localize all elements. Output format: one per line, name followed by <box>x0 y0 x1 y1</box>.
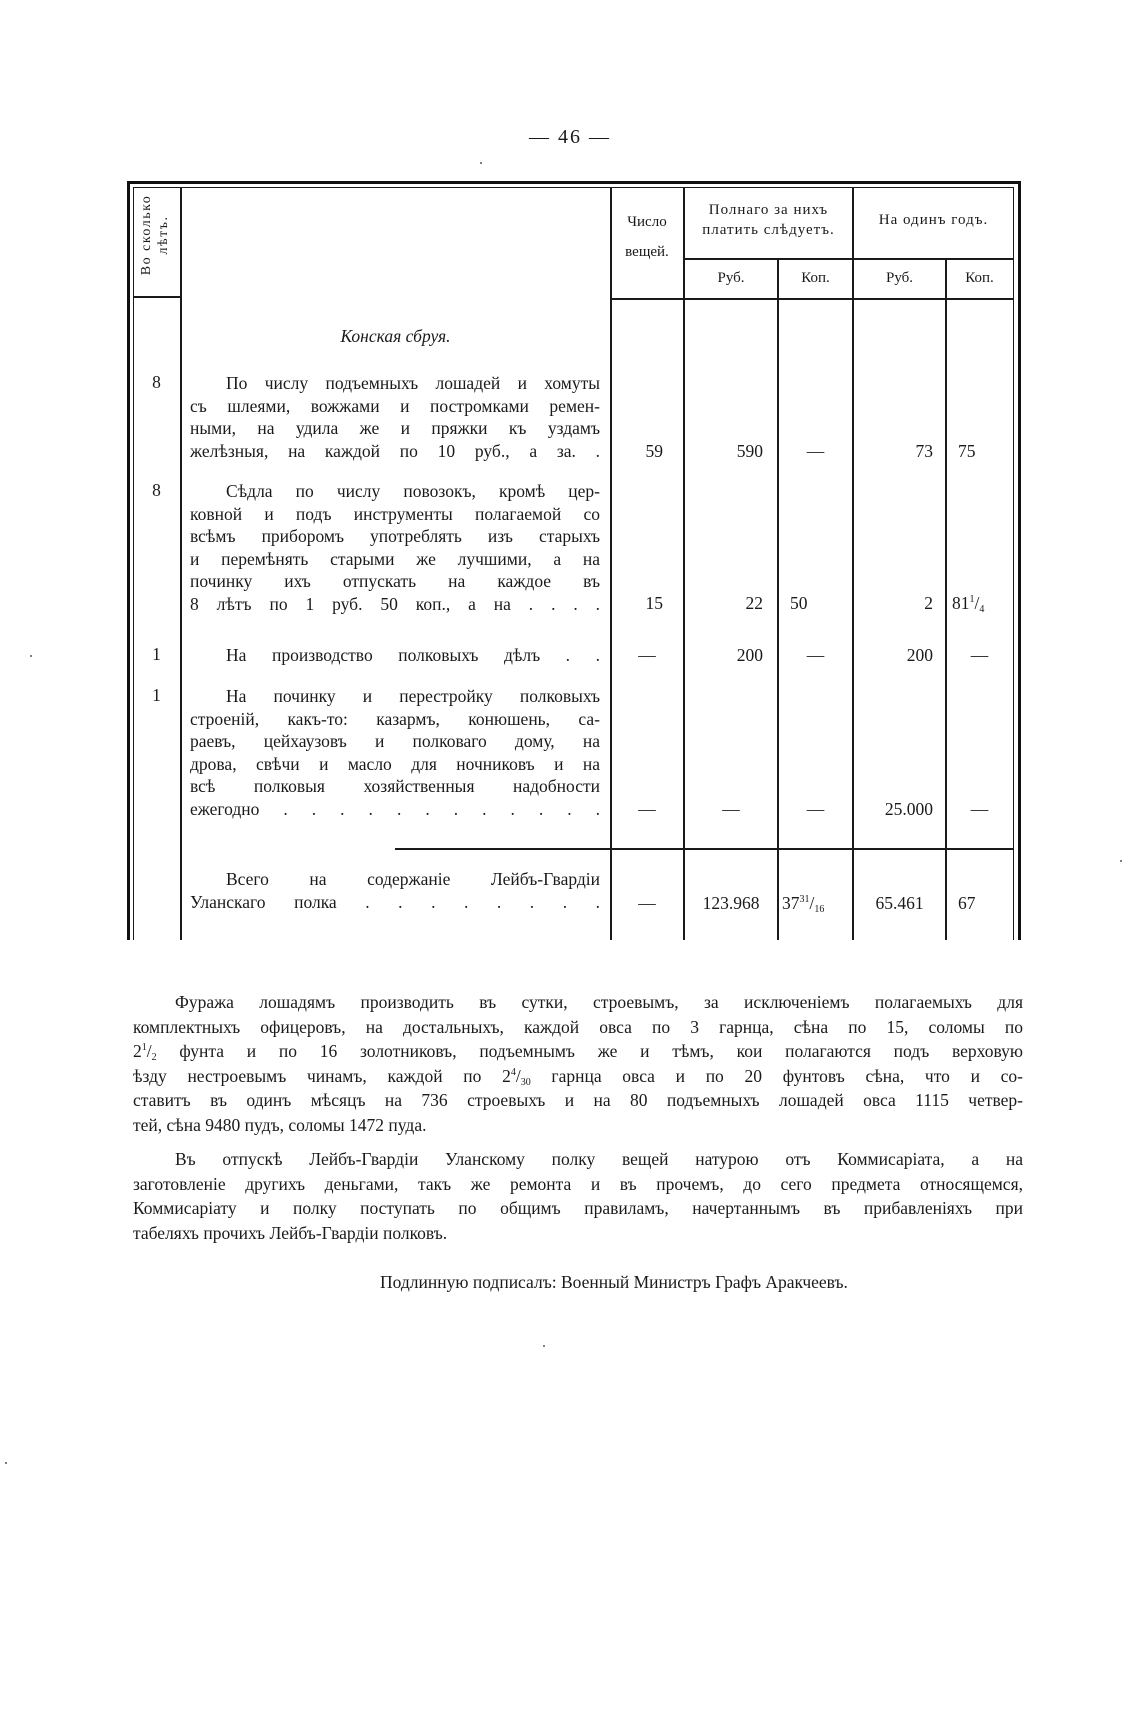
row-total-kop: — <box>806 799 825 819</box>
totals-total-kop: $37^{31}/_{16}$ <box>782 893 825 915</box>
header-count: Число вещей. <box>625 214 669 260</box>
forage-line-4: ѣзду нестроевымъ чинамъ, каждой по $2^4/_{30}$ гарнца овса и по 20 фунтовъ сѣна, что и со- <box>133 1065 1023 1088</box>
table-right-border <box>1018 181 1021 940</box>
scan-speck <box>5 1462 7 1464</box>
table-left-inner-border <box>133 187 134 940</box>
row-year-rub: 73 <box>915 441 933 461</box>
signature-line: Подлинную подписалъ: Военный Министръ Графъ Аракчеевъ. <box>380 1272 848 1292</box>
col-sep-total-kop <box>777 258 779 940</box>
header-per-year: На одинъ годъ. <box>878 212 989 228</box>
header-bottom-line <box>610 298 1014 300</box>
row-count: — <box>638 645 656 665</box>
row-count: — <box>638 799 656 819</box>
col-sep-years <box>180 187 182 940</box>
scan-speck <box>1120 860 1122 862</box>
row-total-kop: 50 <box>790 593 808 613</box>
row-description: По числу подъемныхъ лошадей и хомуты съ шлеями, вожжами и постромками ремен- ными, на удила же и пряжки къ уздамъ желѣзныя, на каждой по 10 руб., а за. . <box>190 373 600 461</box>
header-total-rub: Руб. <box>717 270 745 286</box>
page-number: — 46 — <box>529 126 611 148</box>
row-year-kop: — <box>970 799 989 819</box>
row-description: На производство полковыхъ дѣлъ . . <box>226 645 600 665</box>
totals-label: Всего на содержаніе Лейбъ-Гвардіи Уланскаго полка . . . . . . . . <box>190 869 600 912</box>
scan-speck <box>480 162 482 164</box>
scan-speck <box>30 655 32 657</box>
table-left-border <box>127 181 130 940</box>
commissariat-paragraph: Въ отпускѣ Лейбъ-Гвардіи Уланскому полку вещей натурою отъ Коммисаріата, а на заготовленіе другихъ деньгами, такъ же ремонта и въ прочемъ, до сего предмета относящемся, Коммисаріату и полку поступать по общимъ правиламъ, начертаннымъ въ прибавленіяхъ при табеляхъ прочихъ Лейбъ-Гвардіи полковъ. <box>133 1149 1023 1243</box>
row-year-rub: 25.000 <box>884 799 933 819</box>
scan-speck <box>543 1345 545 1347</box>
table-top-border <box>127 181 1021 184</box>
header-total-kop: Коп. <box>801 270 830 286</box>
row-description: На починку и перестройку полковыхъ строеній, какъ-то: казармъ, конюшень, са- раевъ, цейхаузовъ и полковаго дому, на дрова, свѣчи и масло для ночниковъ и на всѣ полковыя хозяйственныя надобности ежегодно . . . . . . . . . . . . <box>190 686 600 819</box>
row-total-kop: — <box>806 441 825 461</box>
row-total-rub: — <box>722 799 740 819</box>
header-year-rub: Руб. <box>885 270 914 286</box>
totals-total-rub: 123.968 <box>702 893 760 913</box>
row-total-rub: 200 <box>736 645 763 665</box>
row-total-kop: — <box>806 645 825 665</box>
row-year-rub: 2 <box>924 593 933 613</box>
years-header-bottom-line <box>133 296 180 298</box>
section-heading: Конская сбруя. <box>340 326 451 346</box>
header-year-kop: Коп. <box>965 270 994 286</box>
row-year-kop: $81^1/_4$ <box>952 593 985 615</box>
row-years: 1 <box>152 644 161 664</box>
row-total-rub: 590 <box>736 441 763 461</box>
row-year-kop: — <box>970 645 989 665</box>
row-count: 15 <box>645 593 663 613</box>
header-subrow-line <box>683 258 1014 260</box>
header-total-pay: Полнаго за нихъ платить слѣдуетъ. <box>702 202 835 238</box>
table-top-inner-border <box>133 187 1014 188</box>
totals-count: — <box>638 893 656 913</box>
header-years: Во сколько лѣтъ. <box>139 194 171 276</box>
row-years: 8 <box>152 480 161 500</box>
forage-line-3: $2^1/_2$ фунта и по 16 золотниковъ, подъемнымъ же и тѣмъ, кои полагаются подъ верховую <box>133 1041 1023 1063</box>
row-description: Сѣдла по числу повозокъ, кромѣ цер- ковной и подъ инструменты полагаемой со всѣмъ приборомъ употреблять изъ старыхъ и перемѣнять старыми же лучшими, а на починку ихъ отпускать на каждое въ 8 лѣтъ по 1 руб. 50 коп., а на . . . . <box>190 481 600 614</box>
row-count: 59 <box>645 441 663 461</box>
row-total-rub: 22 <box>745 593 763 613</box>
row-year-rub: 200 <box>906 645 933 665</box>
col-sep-year-kop <box>945 258 947 940</box>
forage-paragraph: Фуража лошадямъ производить въ сутки, строевымъ, за исключеніемъ полагаемыхъ для комплектныхъ офицеровъ, на достальныхъ, каждой овса по 3 гарнца, сѣна по 15, соломы по $2^1/_2$ фунта и по 16 золотниковъ, подъемнымъ же и тѣмъ, кои полагаются подъ верховую ѣзду нестроевымъ чинамъ, каждой по $2^4/_{30}$ гарнца овса и по 20 фунтовъ сѣна, что и со- ставитъ въ одинъ мѣсяцъ на 736 строевыхъ и на 80 подъемныхъ лошадей овса 1115 четвер- тей, сѣна 9480 пудъ, соломы 1472 пуда. <box>133 992 1023 1135</box>
row-years: 8 <box>152 372 161 392</box>
totals-year-rub: 65.461 <box>875 893 924 913</box>
row-years: 1 <box>152 685 161 705</box>
totals-year-kop: 67 <box>958 893 976 913</box>
totals-separator-line <box>395 848 1014 850</box>
row-year-kop: 75 <box>958 441 976 461</box>
